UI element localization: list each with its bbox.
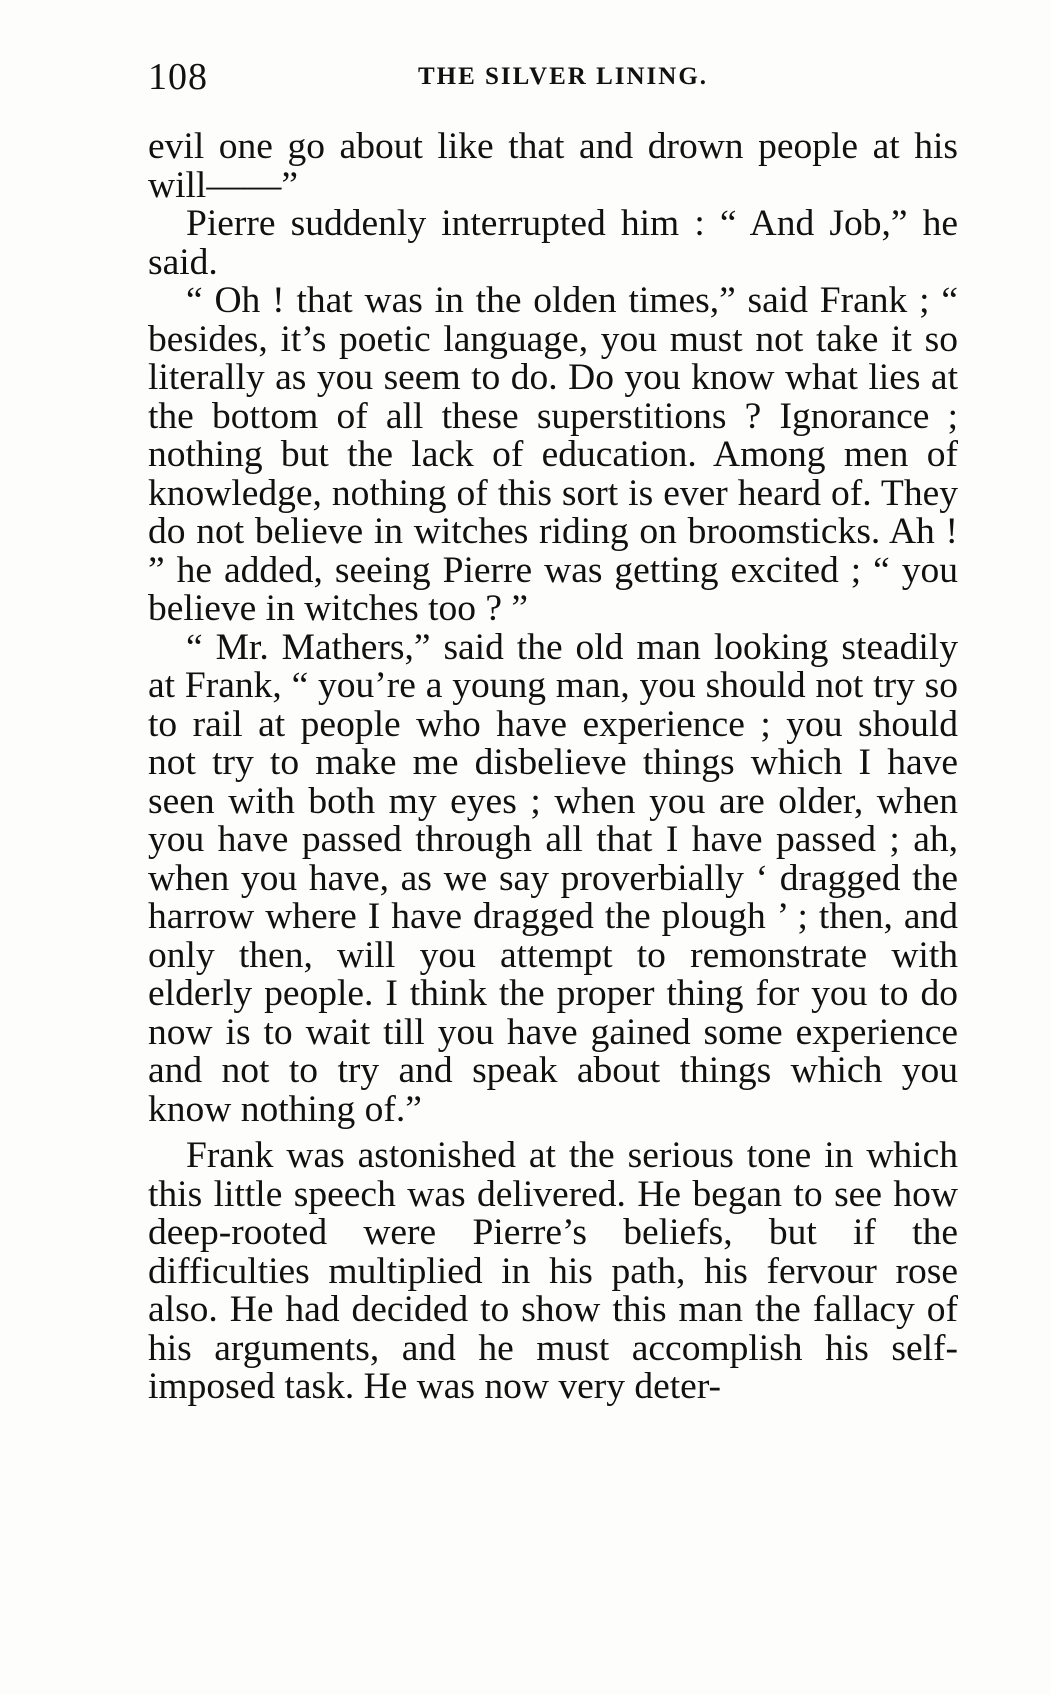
running-head xyxy=(148,52,948,102)
running-title: THE SILVER LINING. xyxy=(417,63,709,90)
paragraph: “ Mr. Mathers,” said the old man looking steadily at Frank, “ you’re a young man, you should not try so to rail at people who have experience ; you should not try to make me disbelieve things which I have seen with both my eyes ; when you are older, when you have passed through all that I have passed ; ah, when you have, as we say proverbially ‘ dragged the harrow where I have dragged the plough ’ ; then, and only then, will you attempt to remonstrate with elderly people. I think the proper thing for you to do now is to wait till you have gained some experience and not to try and speak about things which you know nothing of.” xyxy=(148,626,958,1130)
paragraph: Frank was astonished at the serious tone in which this little speech was delivered. He began to see how deep-rooted were Pierre’s beliefs, but if the difficulties multiplied in his path, his fervour rose also. He had decided to show this man the fallacy of his arguments, and he must accomplish his self-imposed task. He was now very deter- xyxy=(148,1135,958,1407)
paragraph: Pierre suddenly interrupted him : “ And Job,” he said. xyxy=(148,203,958,283)
paragraph: “ Oh ! that was in the olden times,” said Frank ; “ besides, it’s poetic language, you must not take it so literally as you seem to do. Do you know what lies at the bottom of all these superstitions ? Ignorance ; nothing but the lack of education. Among men of knowledge, nothing of this sort is ever heard of. They do not believe in witches riding on broomsticks. Ah ! ” he added, seeing Pierre was getting excited ; “ you believe in witches too ? ” xyxy=(148,280,958,629)
body-text xyxy=(148,128,958,1407)
paragraph-continued: evil one go about like that and drown people at his will——” xyxy=(148,126,958,206)
page-number: 108 xyxy=(148,56,208,98)
